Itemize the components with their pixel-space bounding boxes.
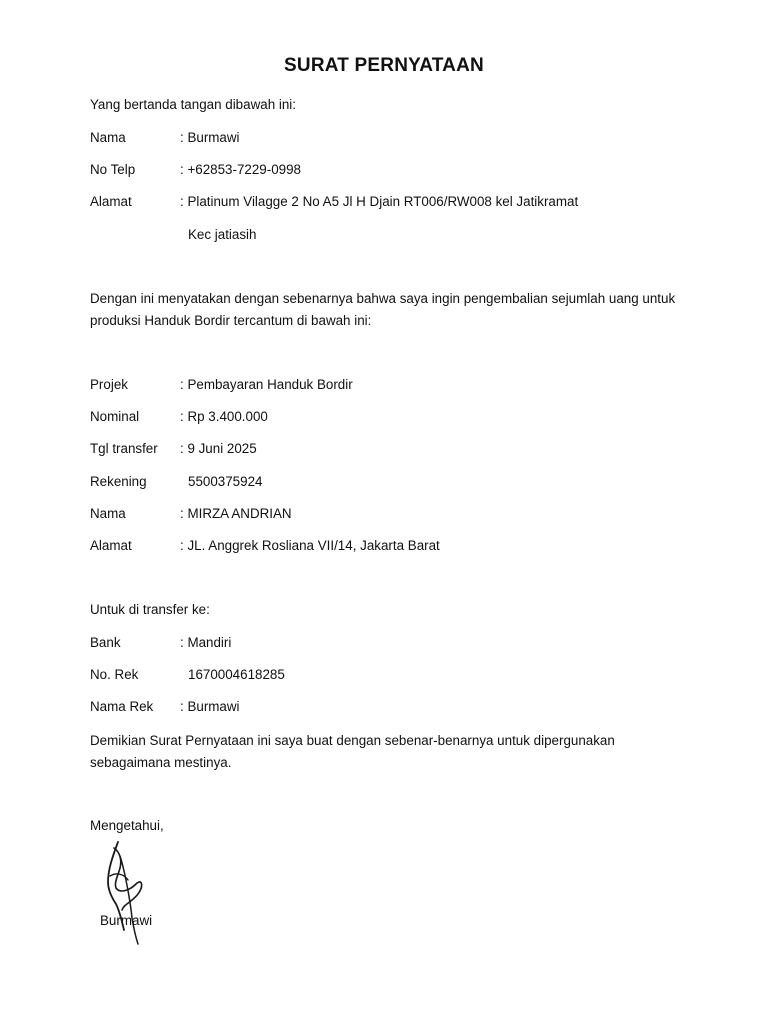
account-holder-label: Nama Rek [90, 699, 154, 714]
declarant-address-value: : Platinum Vilagge 2 No A5 Jl H Djain RT006/RW008 kel Jatikramat [180, 194, 579, 209]
recipient-address-label: Alamat [90, 538, 132, 553]
recipient-name-label: Nama [90, 506, 126, 521]
document-title: SURAT PERNYATAAN [284, 55, 484, 76]
recipient-address-value: : JL. Anggrek Rosliana VII/14, Jakarta Barat [180, 538, 440, 553]
transfer-date-value: : 9 Juni 2025 [180, 441, 257, 456]
project-label: Projek [90, 377, 128, 392]
transfer-account-label: No. Rek [90, 667, 139, 682]
closing-paragraph: Demikian Surat Pernyataan ini saya buat dengan sebenar-benarnya untuk dipergunakan sebagaimana mestinya. [90, 733, 615, 770]
bank-label: Bank [90, 635, 121, 650]
bank-value: : Mandiri [180, 635, 232, 650]
declarant-phone-value: : +62853-7229-0998 [180, 162, 301, 177]
declarant-address-label: Alamat [90, 194, 132, 209]
declarant-phone-label: No Telp [90, 162, 136, 177]
account-value: 5500375924 [188, 474, 263, 489]
account-label: Rekening [90, 474, 147, 489]
amount-value: : Rp 3.400.000 [180, 409, 268, 424]
declarant-address-continuation: Kec jatiasih [188, 227, 257, 242]
statement-paragraph: Dengan ini menyatakan dengan sebenarnya bahwa saya ingin pengembalian sejumlah uang untuk produksi Handuk Bordir tercantum di bawah ini: [90, 291, 676, 328]
transfer-account-value: 1670004618285 [188, 667, 285, 682]
signer-name: Burmawi [100, 913, 153, 928]
project-value: : Pembayaran Handuk Bordir [180, 377, 353, 392]
declarant-name-value: : Burmawi [180, 130, 240, 145]
recipient-name-value: : MIRZA ANDRIAN [180, 506, 292, 521]
declarant-name-label: Nama [90, 130, 126, 145]
intro-text: Yang bertanda tangan dibawah ini: [90, 97, 296, 112]
transfer-date-label: Tgl transfer [90, 441, 158, 456]
acknowledged-label: Mengetahui, [90, 818, 164, 833]
transfer-heading: Untuk di transfer ke: [90, 602, 210, 617]
account-holder-value: : Burmawi [180, 699, 240, 714]
handwritten-signature-icon [100, 838, 160, 948]
amount-label: Nominal [90, 409, 140, 424]
